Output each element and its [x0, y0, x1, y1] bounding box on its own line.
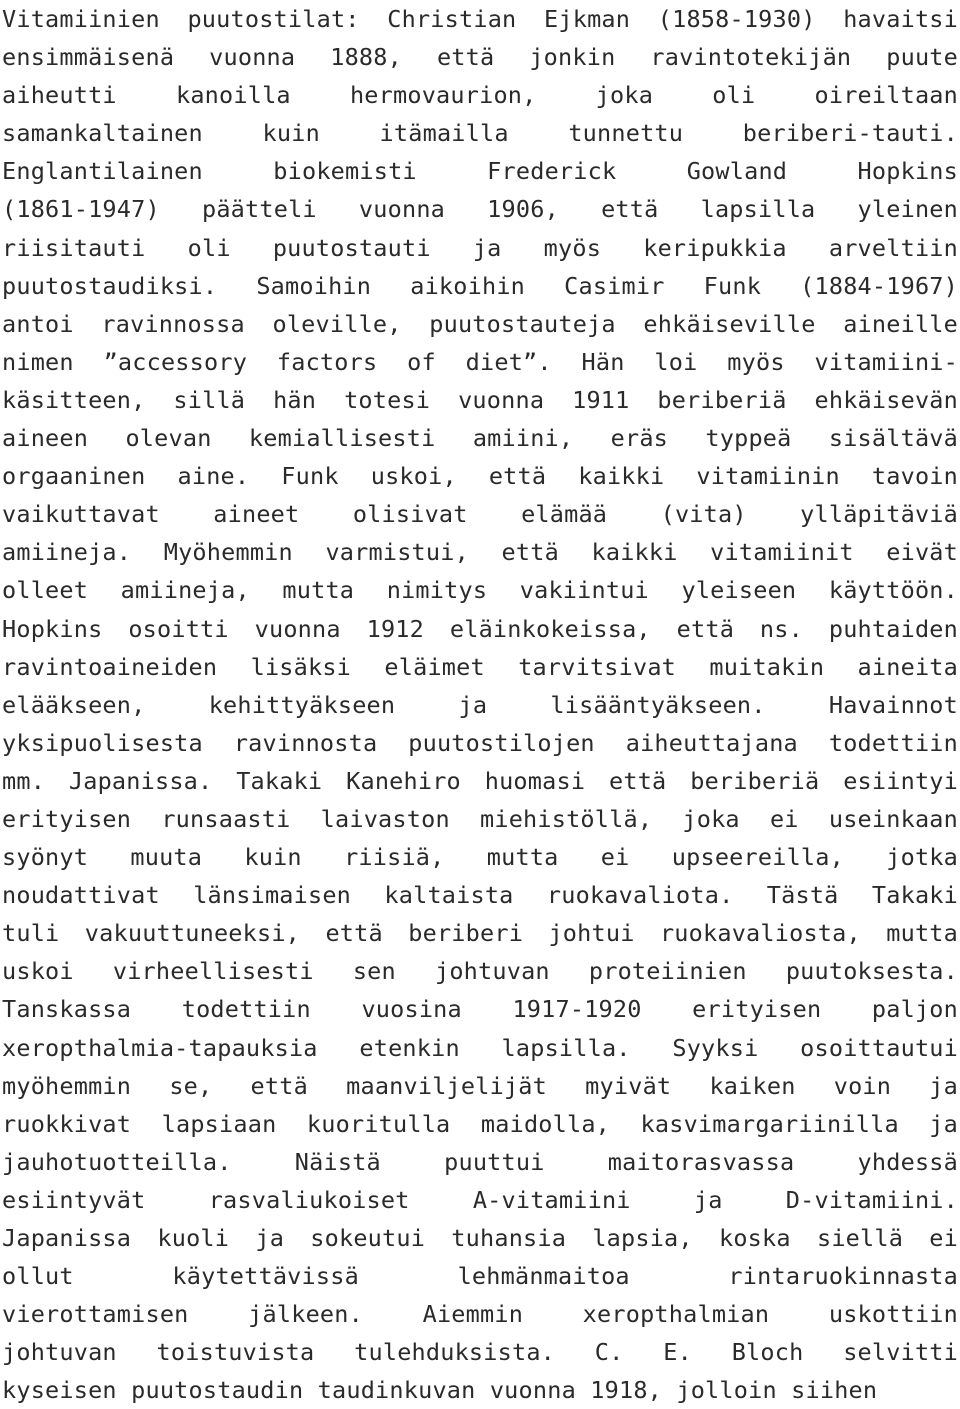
text-line: riisitauti oli puutostauti ja myös keripukkia arveltiin	[2, 233, 958, 262]
text-line: xeropthalmia-tapauksia etenkin lapsilla. Syyksi osoittautui	[2, 1033, 958, 1062]
text-line: käsitteen, sillä hän totesi vuonna 1911 beriberiä ehkäisevän	[2, 385, 958, 414]
text-line: aiheutti kanoilla hermovaurion, joka oli oireiltaan	[2, 81, 958, 110]
text-line: uskoi virheellisesti sen johtuvan proteiinien puutoksesta.	[2, 957, 958, 986]
text-line: Hopkins osoitti vuonna 1912 eläinkokeissa, että ns. puhtaiden	[2, 614, 958, 643]
text-line: ruokkivat lapsiaan kuoritulla maidolla, kasvimargariinilla ja	[2, 1109, 958, 1138]
text-line: Japanissa kuoli ja sokeutui tuhansia lapsia, koska siellä ei	[2, 1224, 958, 1252]
text-line: samankaltainen kuin itämailla tunnettu beriberi-tauti.	[2, 119, 958, 148]
text-line: ollut käytettävissä lehmänmaitoa rintaruokinnasta	[2, 1262, 958, 1291]
text-line: olleet amiineja, mutta nimitys vakiintui yleiseen käyttöön.	[2, 576, 958, 605]
text-line: kyseisen puutostaudin taudinkuvan vuonna 1918, jolloin siihen	[2, 1376, 878, 1405]
text-line: Tanskassa todettiin vuosina 1917-1920 erityisen paljon	[2, 995, 958, 1024]
text-line: nimen ”accessory factors of diet”. Hän loi myös vitamiini-	[2, 347, 958, 376]
text-line: aineen olevan kemiallisesti amiini, eräs typpeä sisältävä	[2, 424, 958, 453]
text-line: esiintyvät rasvaliukoiset A-vitamiini ja D-vitamiini.	[2, 1185, 958, 1214]
text-line: Englantilainen biokemisti Frederick Gowland Hopkins	[2, 157, 958, 186]
text-line: Vitamiinien puutostilat: Christian Ejkman (1858-1930) havaitsi	[2, 5, 958, 33]
text-line: myöhemmin se, että maanviljelijät myivät kaiken voin ja	[2, 1071, 958, 1100]
text-line: johtuvan toistuvista tulehduksista. C. E. Bloch selvitti	[2, 1338, 958, 1367]
text-line: vaikuttavat aineet olisivat elämää (vita) ylläpitäviä	[2, 500, 958, 529]
text-line: (1861-1947) päätteli vuonna 1906, että lapsilla yleinen	[2, 195, 958, 224]
text-line: jauhotuotteilla. Näistä puuttui maitorasvassa yhdessä	[2, 1147, 958, 1176]
text-line: ravintoaineiden lisäksi eläimet tarvitsivat muitakin aineita	[2, 652, 958, 681]
text-line: yksipuolisesta ravinnosta puutostilojen aiheuttajana todettiin	[2, 728, 958, 757]
text-line: syönyt muuta kuin riisiä, mutta ei upseereilla, jotka	[2, 843, 958, 872]
text-line: erityisen runsaasti laivaston miehistöllä, joka ei useinkaan	[2, 804, 958, 833]
text-line: tuli vakuuttuneeksi, että beriberi johtui ruokavaliosta, mutta	[2, 919, 958, 948]
text-line: mm. Japanissa. Takaki Kanehiro huomasi että beriberiä esiintyi	[2, 766, 958, 795]
text-line: amiineja. Myöhemmin varmistui, että kaikki vitamiinit eivät	[2, 538, 958, 567]
text-line: ensimmäisenä vuonna 1888, että jonkin ravintotekijän puute	[2, 43, 958, 72]
text-line: orgaaninen aine. Funk uskoi, että kaikki vitamiinin tavoin	[2, 462, 958, 491]
text-line: antoi ravinnossa oleville, puutostauteja ehkäiseville aineille	[2, 309, 958, 338]
text-line: noudattivat länsimaisen kaltaista ruokavaliota. Tästä Takaki	[2, 881, 958, 910]
text-line: elääkseen, kehittyäkseen ja lisääntyäkseen. Havainnot	[2, 690, 958, 719]
text-line: puutostaudiksi. Samoihin aikoihin Casimir Funk (1884-1967)	[2, 271, 958, 300]
text-line: vierottamisen jälkeen. Aiemmin xeropthalmian uskottiin	[2, 1300, 958, 1329]
